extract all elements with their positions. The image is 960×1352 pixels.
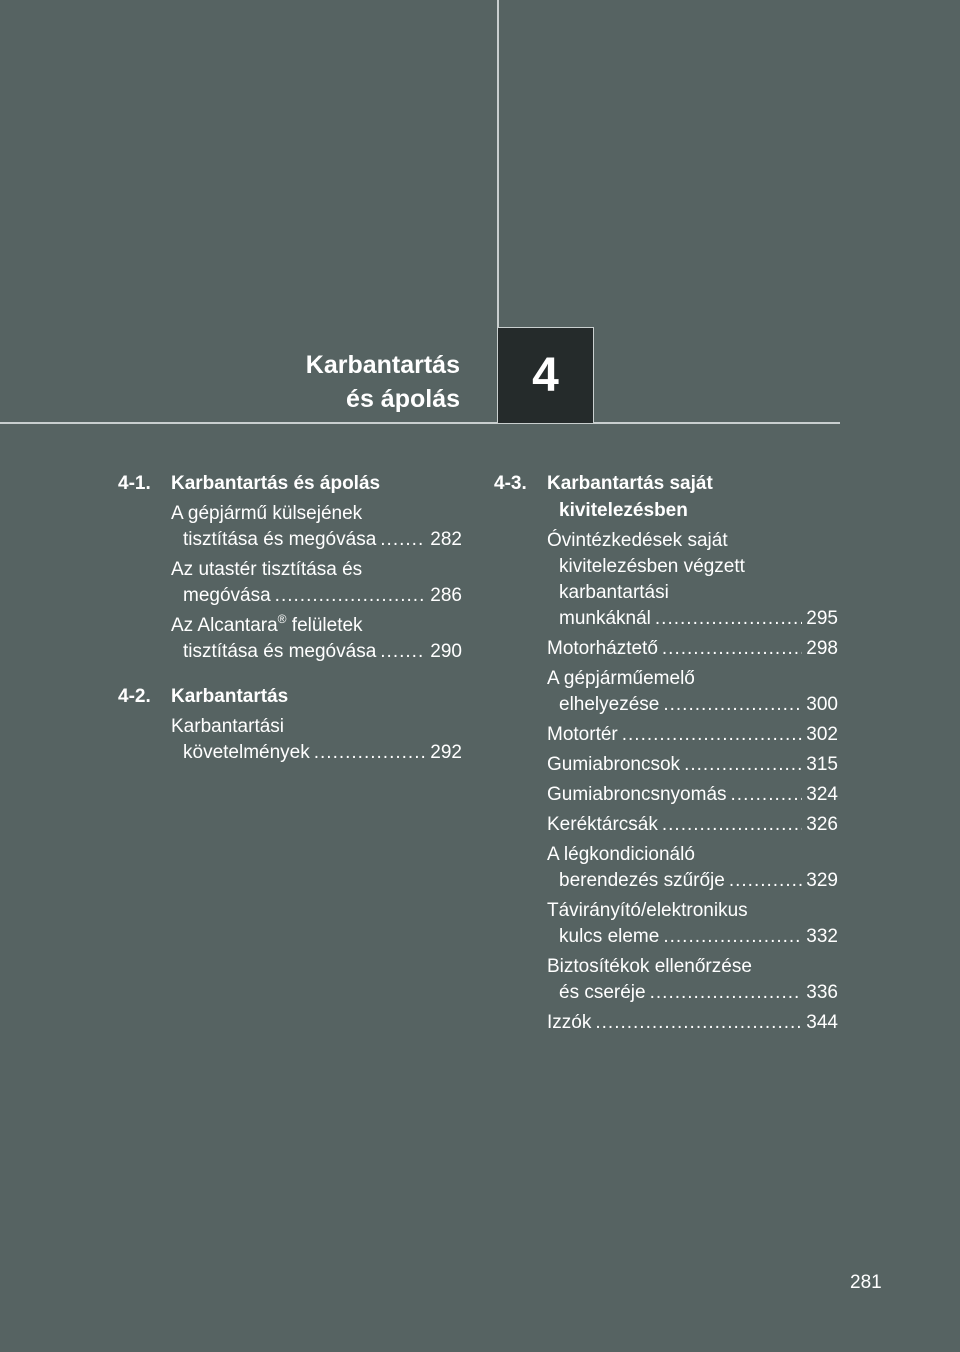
entry-text: Távirányító/elektronikus (547, 900, 748, 921)
toc-section (118, 470, 462, 665)
chapter-number-box (497, 327, 594, 424)
entry-page: 336 (806, 982, 838, 1003)
entry-line (171, 501, 462, 527)
entry-line (171, 527, 462, 553)
entry-text: Óvintézkedések saját (547, 530, 728, 551)
section-number: 4-1. (118, 473, 151, 494)
section-title (171, 470, 462, 497)
toc-section (118, 683, 462, 766)
entry-page: 344 (806, 1012, 838, 1033)
entry-list (118, 714, 462, 766)
entry-page: 332 (806, 926, 838, 947)
entry-text: és cseréje (559, 982, 646, 1003)
entry-line (547, 666, 838, 692)
toc-column-right (494, 470, 838, 1054)
section-number: 4-2. (118, 686, 151, 707)
entry-text: Motortér (547, 724, 618, 745)
entry-text: elhelyezése (559, 694, 660, 715)
entry-line (547, 782, 838, 808)
toc-entry[interactable] (547, 1010, 838, 1036)
entry-line (547, 580, 838, 606)
entry-text: karbantartási (559, 582, 669, 603)
section-heading (494, 470, 838, 524)
chapter-title-line: és ápolás (346, 385, 460, 413)
page-number: 281 (850, 1272, 882, 1293)
entry-line (547, 812, 838, 838)
entry-text: követelmények (183, 742, 310, 763)
section-number: 4-3. (494, 473, 527, 494)
toc-entry[interactable] (171, 557, 462, 609)
section-title-line: kivitelezésben (559, 500, 688, 521)
entry-text: Motorháztető (547, 638, 658, 659)
entry-page: 300 (806, 694, 838, 715)
entry-text: tisztítása és megóvása (183, 529, 377, 550)
section-title-line: Karbantartás saját (547, 473, 713, 494)
entry-text: Gumiabroncsok (547, 754, 681, 775)
dot-leader (662, 636, 802, 662)
entry-line (547, 606, 838, 632)
section-title (171, 683, 462, 710)
entry-page: 326 (806, 814, 838, 835)
dot-leader (663, 692, 802, 718)
entry-text: kivitelezésben végzett (559, 556, 745, 577)
entry-text: munkáknál (559, 608, 651, 629)
entry-line (547, 554, 838, 580)
dot-leader (622, 722, 803, 748)
entry-line (547, 868, 838, 894)
entry-page: 295 (806, 608, 838, 629)
entry-line (547, 980, 838, 1006)
entry-line (547, 528, 838, 554)
entry-text: Biztosítékok ellenőrzése (547, 956, 752, 977)
dot-leader (314, 740, 427, 766)
entry-line (171, 639, 462, 665)
entry-text: Izzók (547, 1012, 592, 1033)
entry-text: Az Alcantara (171, 615, 278, 636)
toc-column-left (118, 470, 462, 784)
entry-text: Keréktárcsák (547, 814, 658, 835)
entry-page: 282 (430, 529, 462, 550)
toc-entry[interactable] (547, 636, 838, 662)
entry-line (547, 692, 838, 718)
section-title-line: Karbantartás (171, 686, 289, 707)
dot-leader (595, 1010, 802, 1036)
entry-line (547, 954, 838, 980)
entry-list (494, 528, 838, 1036)
entry-line (547, 722, 838, 748)
entry-line (171, 557, 462, 583)
vertical-divider (497, 0, 499, 329)
entry-text: berendezés szűrője (559, 870, 725, 891)
section-heading (118, 470, 462, 497)
entry-text: A gépjármű külsejének (171, 503, 363, 524)
toc-entry[interactable] (547, 842, 838, 894)
entry-line (171, 613, 462, 639)
dot-leader (663, 924, 802, 950)
toc-entry[interactable] (547, 954, 838, 1006)
entry-line (547, 636, 838, 662)
chapter-title-line: Karbantartás (305, 351, 460, 379)
dot-leader (380, 527, 426, 553)
entry-page: 290 (430, 641, 462, 662)
entry-text: A légkondicionáló (547, 844, 695, 865)
entry-page: 324 (806, 784, 838, 805)
entry-text: megóvása (183, 585, 271, 606)
toc-section (494, 470, 838, 1036)
section-title (547, 470, 838, 524)
horizontal-divider (0, 422, 840, 424)
entry-text: tisztítása és megóvása (183, 641, 377, 662)
entry-line (547, 1010, 838, 1036)
section-heading (118, 683, 462, 710)
toc-entry[interactable] (547, 898, 838, 950)
entry-text: Az utastér tisztítása és (171, 559, 363, 580)
entry-page: 298 (806, 638, 838, 659)
entry-text: kulcs eleme (559, 926, 660, 947)
entry-line (547, 752, 838, 778)
toc-entry[interactable] (171, 613, 462, 665)
entry-text: Gumiabroncsnyomás (547, 784, 727, 805)
section-title-line: Karbantartás és ápolás (171, 473, 381, 494)
entry-page: 292 (430, 742, 462, 763)
dot-leader (655, 606, 802, 632)
dot-leader (275, 583, 427, 609)
entry-text: A gépjárműemelő (547, 668, 695, 689)
entry-page: 315 (806, 754, 838, 775)
entry-list (118, 501, 462, 665)
dot-leader (380, 639, 426, 665)
toc-entry[interactable] (171, 501, 462, 553)
entry-page: 302 (806, 724, 838, 745)
entry-text: felületek (286, 615, 363, 636)
entry-page: 286 (430, 585, 462, 606)
entry-line (547, 898, 838, 924)
entry-text: Karbantartási (171, 716, 285, 737)
entry-page: 329 (806, 870, 838, 891)
dot-leader (731, 782, 803, 808)
entry-line (171, 714, 462, 740)
dot-leader (729, 868, 802, 894)
chapter-number: 4 (532, 349, 559, 402)
toc-entry[interactable] (547, 528, 838, 632)
dot-leader (662, 812, 802, 838)
toc-entry[interactable] (547, 782, 838, 808)
entry-line (171, 740, 462, 766)
toc-entry[interactable] (547, 812, 838, 838)
entry-line (171, 583, 462, 609)
toc-entry[interactable] (547, 666, 838, 718)
registered-mark: ® (277, 612, 287, 626)
dot-leader (650, 980, 803, 1006)
toc-entry[interactable] (547, 722, 838, 748)
dot-leader (684, 752, 802, 778)
toc-entry[interactable] (547, 752, 838, 778)
chapter-title (306, 348, 460, 416)
entry-line (547, 924, 838, 950)
entry-line (547, 842, 838, 868)
toc-entry[interactable] (171, 714, 462, 766)
